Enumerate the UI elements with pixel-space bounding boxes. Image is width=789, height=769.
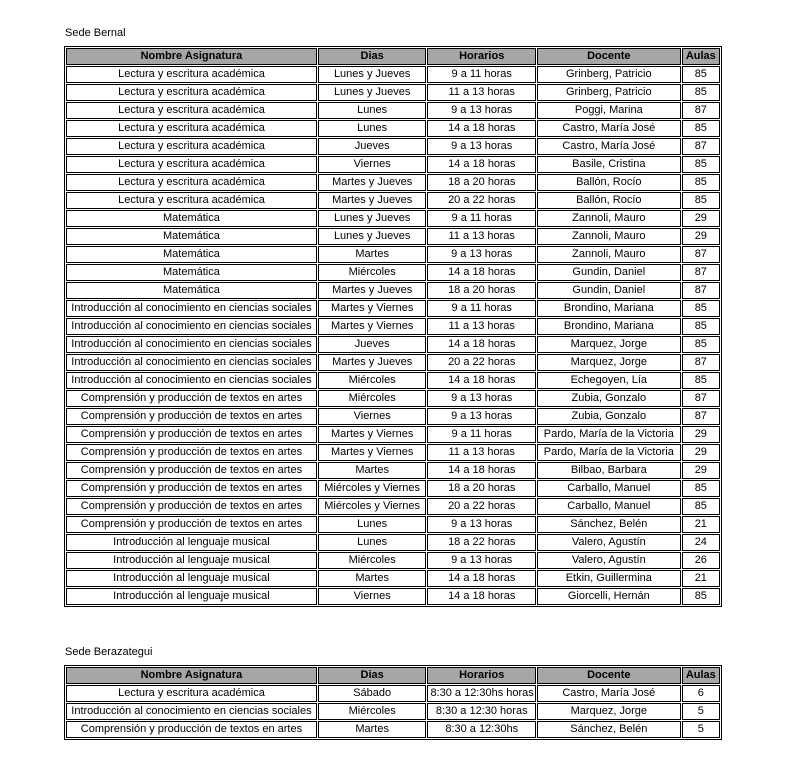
cell-aulas: 85 [682, 174, 720, 191]
cell-aulas: 29 [682, 426, 720, 443]
cell-asignatura: Comprensión y producción de textos en artes [66, 516, 317, 533]
cell-aulas: 21 [682, 516, 720, 533]
cell-asignatura: Comprensión y producción de textos en artes [66, 408, 317, 425]
cell-dias: Martes [318, 462, 427, 479]
cell-asignatura: Matemática [66, 228, 317, 245]
cell-docente: Sánchez, Belén [537, 516, 681, 533]
cell-aulas: 85 [682, 300, 720, 317]
cell-dias: Viernes [318, 408, 427, 425]
cell-docente: Zannoli, Mauro [537, 210, 681, 227]
cell-aulas: 87 [682, 246, 720, 263]
table-row [66, 588, 720, 605]
cell-asignatura: Introducción al conocimiento en ciencias sociales [66, 354, 317, 371]
cell-dias: Jueves [318, 138, 427, 155]
table-row [66, 102, 720, 119]
cell-dias: Martes y Jueves [318, 174, 427, 191]
table-row [66, 174, 720, 191]
table-row [66, 300, 720, 317]
cell-dias: Lunes [318, 516, 427, 533]
cell-dias: Miércoles [318, 703, 427, 720]
column-header-aulas: Aulas [682, 667, 720, 684]
table-row [66, 246, 720, 263]
cell-horarios: 9 a 13 horas [427, 408, 536, 425]
column-header-asignatura: Nombre Asignatura [66, 667, 317, 684]
cell-dias: Viernes [318, 588, 427, 605]
cell-asignatura: Comprensión y producción de textos en artes [66, 480, 317, 497]
cell-horarios: 14 a 18 horas [427, 588, 536, 605]
cell-aulas: 85 [682, 480, 720, 497]
cell-asignatura: Comprensión y producción de textos en artes [66, 721, 317, 738]
cell-docente: Basile, Cristina [537, 156, 681, 173]
cell-asignatura: Introducción al lenguaje musical [66, 570, 317, 587]
column-header-aulas: Aulas [682, 48, 720, 65]
cell-horarios: 11 a 13 horas [427, 318, 536, 335]
cell-aulas: 85 [682, 498, 720, 515]
cell-horarios: 20 a 22 horas [427, 192, 536, 209]
cell-aulas: 85 [682, 588, 720, 605]
cell-dias: Miércoles [318, 372, 427, 389]
table-row [66, 570, 720, 587]
header-row [66, 48, 720, 65]
table-row [66, 685, 720, 702]
cell-horarios: 14 a 18 horas [427, 570, 536, 587]
cell-asignatura: Comprensión y producción de textos en artes [66, 444, 317, 461]
cell-aulas: 87 [682, 138, 720, 155]
cell-docente: Echegoyen, Lía [537, 372, 681, 389]
cell-docente: Valero, Agustín [537, 552, 681, 569]
cell-horarios: 20 a 22 horas [427, 354, 536, 371]
table-row [66, 480, 720, 497]
cell-horarios: 14 a 18 horas [427, 336, 536, 353]
cell-aulas: 29 [682, 444, 720, 461]
cell-horarios: 8:30 a 12:30hs horas [427, 685, 536, 702]
cell-aulas: 5 [682, 703, 720, 720]
cell-aulas: 87 [682, 354, 720, 371]
cell-dias: Martes [318, 246, 427, 263]
cell-docente: Pardo, María de la Victoria [537, 444, 681, 461]
cell-aulas: 87 [682, 102, 720, 119]
cell-dias: Lunes y Jueves [318, 66, 427, 83]
cell-docente: Zubia, Gonzalo [537, 390, 681, 407]
cell-aulas: 85 [682, 84, 720, 101]
cell-asignatura: Introducción al lenguaje musical [66, 534, 317, 551]
table-row [66, 66, 720, 83]
cell-dias: Martes y Viernes [318, 300, 427, 317]
cell-dias: Viernes [318, 156, 427, 173]
cell-horarios: 14 a 18 horas [427, 462, 536, 479]
cell-aulas: 85 [682, 318, 720, 335]
cell-dias: Martes y Viernes [318, 426, 427, 443]
cell-asignatura: Introducción al conocimiento en ciencias sociales [66, 318, 317, 335]
table-row [66, 516, 720, 533]
cell-dias: Lunes [318, 102, 427, 119]
cell-asignatura: Lectura y escritura académica [66, 102, 317, 119]
table-row [66, 534, 720, 551]
cell-docente: Carballo, Manuel [537, 480, 681, 497]
cell-horarios: 14 a 18 horas [427, 264, 536, 281]
cell-docente: Marquez, Jorge [537, 354, 681, 371]
cell-horarios: 9 a 13 horas [427, 390, 536, 407]
table-row [66, 138, 720, 155]
column-header-dias: Dias [318, 667, 427, 684]
cell-asignatura: Introducción al conocimiento en ciencias sociales [66, 336, 317, 353]
cell-horarios: 9 a 11 horas [427, 210, 536, 227]
cell-horarios: 8:30 a 12:30 horas [427, 703, 536, 720]
cell-horarios: 11 a 13 horas [427, 444, 536, 461]
cell-horarios: 18 a 22 horas [427, 534, 536, 551]
cell-dias: Sábado [318, 685, 427, 702]
cell-horarios: 18 a 20 horas [427, 174, 536, 191]
cell-docente: Castro, María José [537, 685, 681, 702]
table-row [66, 156, 720, 173]
table-row [66, 336, 720, 353]
table-row [66, 426, 720, 443]
cell-asignatura: Matemática [66, 210, 317, 227]
cell-aulas: 29 [682, 462, 720, 479]
cell-docente: Valero, Agustín [537, 534, 681, 551]
cell-dias: Martes y Jueves [318, 282, 427, 299]
cell-asignatura: Lectura y escritura académica [66, 66, 317, 83]
cell-horarios: 9 a 13 horas [427, 516, 536, 533]
cell-aulas: 85 [682, 336, 720, 353]
cell-asignatura: Lectura y escritura académica [66, 685, 317, 702]
column-header-docente: Docente [537, 667, 681, 684]
cell-horarios: 18 a 20 horas [427, 480, 536, 497]
section-sede-bernal [64, 27, 722, 607]
cell-horarios: 14 a 18 horas [427, 156, 536, 173]
cell-dias: Miércoles [318, 264, 427, 281]
cell-asignatura: Comprensión y producción de textos en artes [66, 498, 317, 515]
cell-asignatura: Introducción al lenguaje musical [66, 552, 317, 569]
cell-horarios: 9 a 13 horas [427, 246, 536, 263]
table-row [66, 552, 720, 569]
cell-asignatura: Introducción al lenguaje musical [66, 588, 317, 605]
table-row [66, 318, 720, 335]
column-header-dias: Dias [318, 48, 427, 65]
cell-asignatura: Comprensión y producción de textos en artes [66, 462, 317, 479]
cell-dias: Miércoles [318, 390, 427, 407]
cell-docente: Grinberg, Patricio [537, 66, 681, 83]
cell-horarios: 14 a 18 horas [427, 372, 536, 389]
cell-docente: Grinberg, Patricio [537, 84, 681, 101]
cell-docente: Etkin, Guillermina [537, 570, 681, 587]
table-row [66, 354, 720, 371]
table-row [66, 264, 720, 281]
table-row [66, 192, 720, 209]
cell-horarios: 9 a 13 horas [427, 552, 536, 569]
table-row [66, 228, 720, 245]
cell-dias: Martes [318, 721, 427, 738]
cell-docente: Castro, María José [537, 138, 681, 155]
cell-dias: Miércoles y Viernes [318, 480, 427, 497]
section-sede-berazategui [64, 646, 722, 740]
cell-horarios: 11 a 13 horas [427, 84, 536, 101]
table-row [66, 498, 720, 515]
cell-horarios: 8:30 a 12:30hs [427, 721, 536, 738]
cell-asignatura: Introducción al conocimiento en ciencias sociales [66, 300, 317, 317]
table-row [66, 390, 720, 407]
cell-horarios: 11 a 13 horas [427, 228, 536, 245]
cell-aulas: 85 [682, 66, 720, 83]
cell-docente: Ballón, Rocío [537, 192, 681, 209]
cell-aulas: 21 [682, 570, 720, 587]
column-header-horarios: Horarios [427, 48, 536, 65]
cell-aulas: 87 [682, 282, 720, 299]
cell-dias: Martes y Jueves [318, 192, 427, 209]
cell-aulas: 87 [682, 264, 720, 281]
cell-dias: Miércoles [318, 552, 427, 569]
cell-aulas: 5 [682, 721, 720, 738]
cell-docente: Carballo, Manuel [537, 498, 681, 515]
table-row [66, 282, 720, 299]
cell-asignatura: Matemática [66, 246, 317, 263]
cell-docente: Giorcelli, Hernán [537, 588, 681, 605]
cell-aulas: 87 [682, 390, 720, 407]
table-row [66, 462, 720, 479]
schedule-table-berazategui [64, 665, 722, 740]
cell-docente: Gundin, Daniel [537, 264, 681, 281]
cell-aulas: 85 [682, 120, 720, 137]
table-row [66, 84, 720, 101]
table-row [66, 120, 720, 137]
cell-asignatura: Comprensión y producción de textos en artes [66, 426, 317, 443]
cell-asignatura: Lectura y escritura académica [66, 192, 317, 209]
table-row [66, 721, 720, 738]
section-title-bernal: Sede Bernal [65, 27, 126, 39]
cell-dias: Lunes y Jueves [318, 228, 427, 245]
table-row [66, 210, 720, 227]
cell-docente: Marquez, Jorge [537, 703, 681, 720]
cell-aulas: 6 [682, 685, 720, 702]
schedule-table-bernal [64, 46, 722, 607]
cell-horarios: 20 a 22 horas [427, 498, 536, 515]
cell-aulas: 85 [682, 156, 720, 173]
cell-horarios: 9 a 11 horas [427, 66, 536, 83]
section-title-berazategui: Sede Berazategui [65, 646, 153, 658]
cell-docente: Sánchez, Belén [537, 721, 681, 738]
cell-aulas: 29 [682, 210, 720, 227]
cell-aulas: 24 [682, 534, 720, 551]
cell-docente: Poggi, Marina [537, 102, 681, 119]
cell-aulas: 85 [682, 372, 720, 389]
cell-docente: Gundin, Daniel [537, 282, 681, 299]
cell-dias: Lunes y Jueves [318, 84, 427, 101]
cell-aulas: 85 [682, 192, 720, 209]
cell-dias: Martes y Viernes [318, 318, 427, 335]
cell-dias: Lunes [318, 120, 427, 137]
cell-horarios: 18 a 20 horas [427, 282, 536, 299]
header-row [66, 667, 720, 684]
cell-asignatura: Lectura y escritura académica [66, 174, 317, 191]
cell-dias: Jueves [318, 336, 427, 353]
cell-docente: Zannoli, Mauro [537, 246, 681, 263]
cell-docente: Zubia, Gonzalo [537, 408, 681, 425]
cell-dias: Lunes [318, 534, 427, 551]
cell-asignatura: Lectura y escritura académica [66, 138, 317, 155]
cell-docente: Bilbao, Barbara [537, 462, 681, 479]
cell-dias: Lunes y Jueves [318, 210, 427, 227]
column-header-horarios: Horarios [427, 667, 536, 684]
cell-aulas: 29 [682, 228, 720, 245]
table-row [66, 372, 720, 389]
cell-asignatura: Matemática [66, 264, 317, 281]
cell-docente: Zannoli, Mauro [537, 228, 681, 245]
cell-asignatura: Comprensión y producción de textos en artes [66, 390, 317, 407]
cell-horarios: 9 a 13 horas [427, 138, 536, 155]
cell-horarios: 9 a 11 horas [427, 426, 536, 443]
cell-docente: Marquez, Jorge [537, 336, 681, 353]
cell-horarios: 14 a 18 horas [427, 120, 536, 137]
table-row [66, 444, 720, 461]
cell-docente: Pardo, María de la Victoria [537, 426, 681, 443]
cell-docente: Brondino, Mariana [537, 300, 681, 317]
cell-docente: Ballón, Rocío [537, 174, 681, 191]
cell-aulas: 26 [682, 552, 720, 569]
cell-asignatura: Lectura y escritura académica [66, 84, 317, 101]
cell-dias: Martes [318, 570, 427, 587]
cell-docente: Brondino, Mariana [537, 318, 681, 335]
cell-docente: Castro, María José [537, 120, 681, 137]
cell-asignatura: Lectura y escritura académica [66, 120, 317, 137]
cell-dias: Miércoles y Viernes [318, 498, 427, 515]
column-header-asignatura: Nombre Asignatura [66, 48, 317, 65]
table-row [66, 408, 720, 425]
cell-aulas: 87 [682, 408, 720, 425]
cell-horarios: 9 a 13 horas [427, 102, 536, 119]
column-header-docente: Docente [537, 48, 681, 65]
table-row [66, 703, 720, 720]
cell-asignatura: Matemática [66, 282, 317, 299]
cell-asignatura: Lectura y escritura académica [66, 156, 317, 173]
cell-asignatura: Introducción al conocimiento en ciencias sociales [66, 703, 317, 720]
cell-asignatura: Introducción al conocimiento en ciencias sociales [66, 372, 317, 389]
cell-horarios: 9 a 11 horas [427, 300, 536, 317]
cell-dias: Martes y Viernes [318, 444, 427, 461]
cell-dias: Martes y Jueves [318, 354, 427, 371]
